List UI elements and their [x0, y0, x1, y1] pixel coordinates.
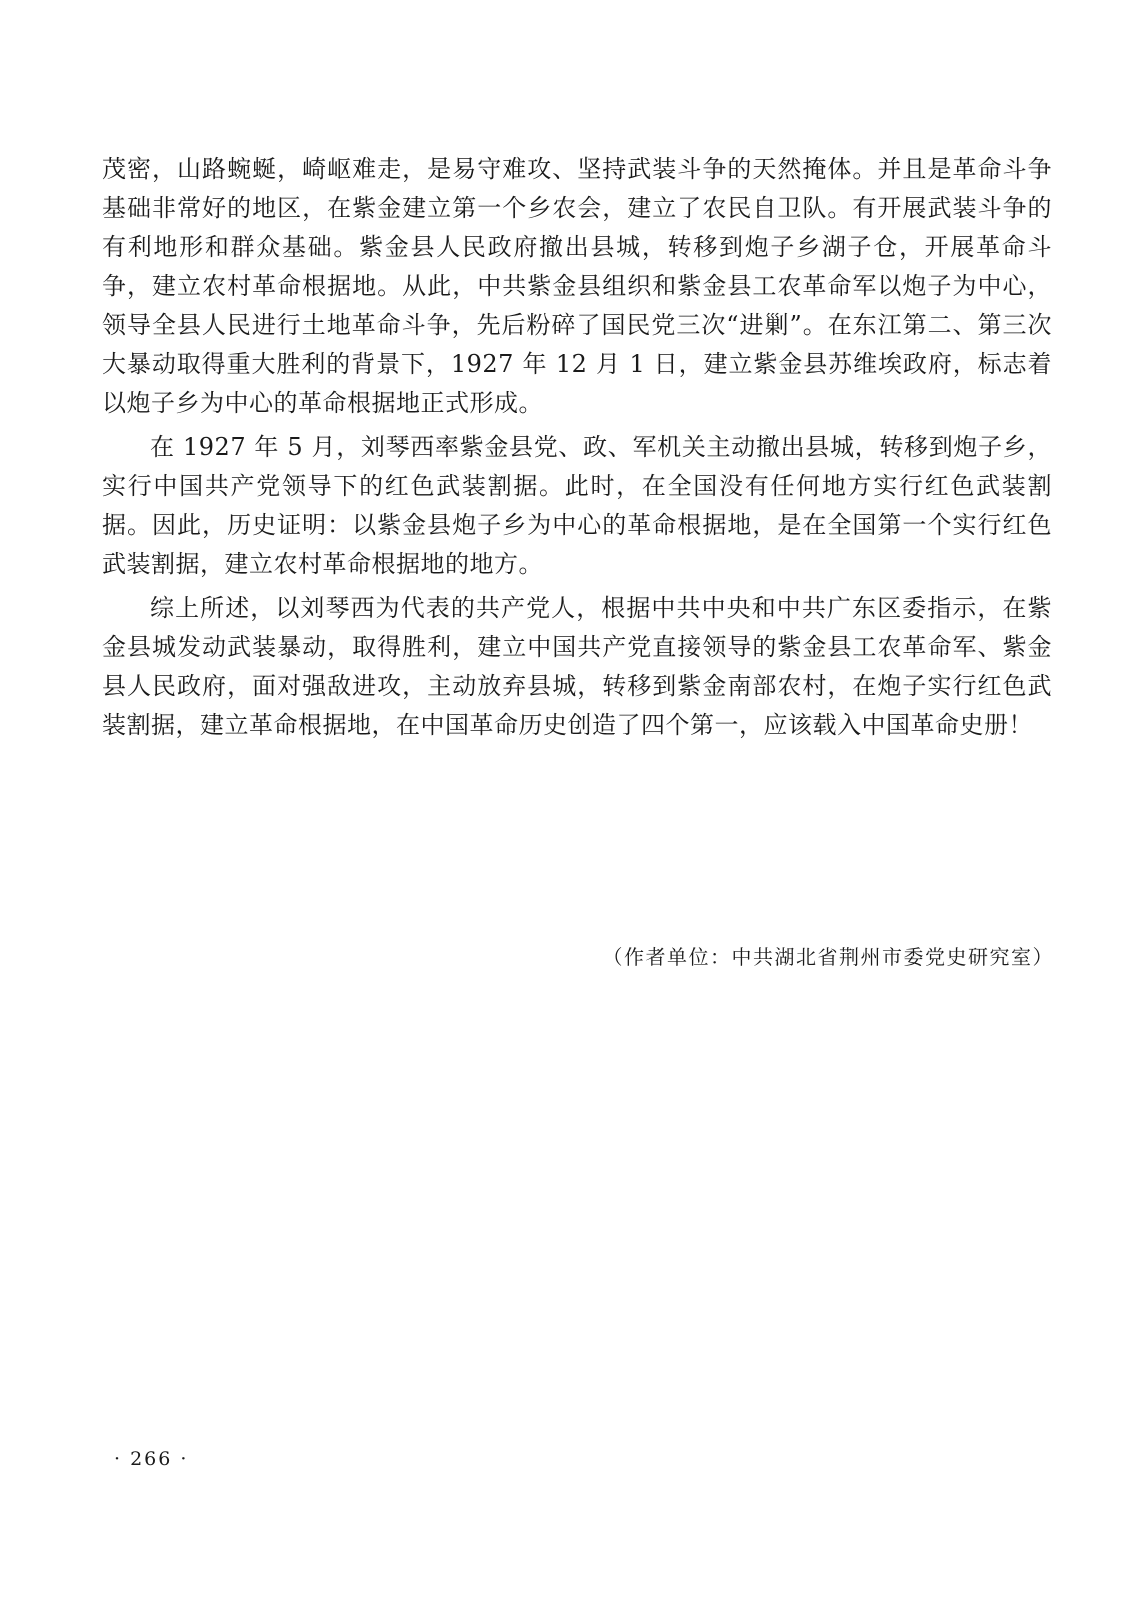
paragraph: 在 1927 年 5 月，刘琴西率紫金县党、政、军机关主动撤出县城，转移到炮子乡，实行中国共产党领导下的红色武装割据。此时，在全国没有任何地方实行红色武装割据。因此，历史证明：以紫金县炮子乡为中心的革命根据地，是在全国第一个实行红色武装割据，建立农村革命根据地的地方。: [102, 433, 1052, 578]
paragraph-conclusion: 综上所述，以刘琴西为代表的共产党人，根据中共中央和中共广东区委指示，在紫金县城发动武装暴动，取得胜利，建立中国共产党直接领导的紫金县工农革命军、紫金县人民政府，面对强敌进攻，主动放弃县城，转移到紫金南部农村，在炮子实行红色武装割据，建立革命根据地，在中国革命历史创造了四个第一，应该载入中国革命史册！: [102, 594, 1052, 739]
article-body: [102, 150, 1052, 750]
author-affiliation: （作者单位：中共湖北省荆州市委党史研究室）: [602, 945, 1054, 969]
page-number: · 266 ·: [114, 1448, 189, 1470]
paragraph-continued: 茂密，山路蜿蜒，崎岖难走，是易守难攻、坚持武装斗争的天然掩体。并且是革命斗争基础非常好的地区，在紫金建立第一个乡农会，建立了农民自卫队。有开展武装斗争的有利地形和群众基础。紫金县人民政府撤出县城，转移到炮子乡湖子仓，开展革命斗争，建立农村革命根据地。从此，中共紫金县组织和紫金县工农革命军以炮子为中心，领导全县人民进行土地革命斗争，先后粉碎了国民党三次“进剿”。在东江第二、第三次大暴动取得重大胜利的背景下，1927 年 12 月 1 日，建立紫金县苏维埃政府，标志着以炮子乡为中心的革命根据地正式形成。: [102, 155, 1052, 417]
